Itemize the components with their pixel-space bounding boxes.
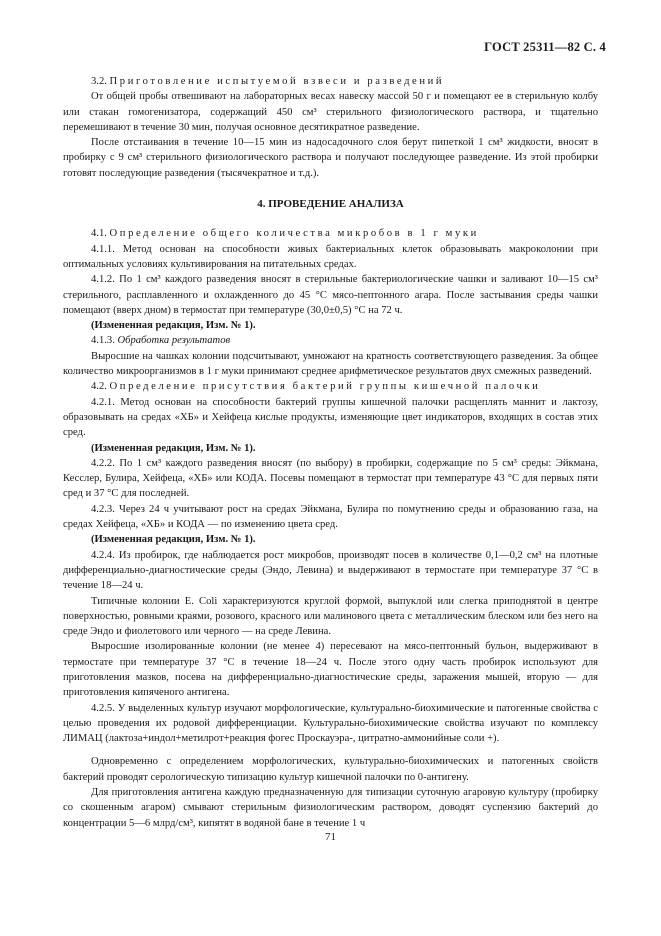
paragraph: От общей пробы отвешивают на лабораторных весах навеску массой 50 г и помещают ее в стерильную колбу или стакан гомогенизатора, содержащий 450 см³ стерильного физиологического раствора, и тщательно перемешивают в течение 30 мин, получая основное десятикратное разведение.	[63, 91, 598, 133]
page-number: 71	[325, 831, 336, 843]
paragraph: 4.2.2. По 1 см³ каждого разведения вносят (по выбору) в пробирки, содержащие по 5 см³ среды: Эйкмана, Кесслер, Булира, Хейфеца, «ХБ» или КОДА. Посевы помещают в термостат при температуре 43 °С для первых пяти сред и 37 °С для последней.	[63, 457, 598, 500]
paragraph: Для приготовления антигена каждую предназначенную для типизации суточную агаровую культуру (пробирку со скошенным агаром) смывают стерильным физиологическим раствором, доводят суспензию бактерий до концентрации 5—6 млрд/см³, кипятят в водяной бане в течение 1 ч	[63, 787, 598, 829]
clause-number: 4.1.	[91, 228, 110, 240]
page-header: ГОСТ 25311—82 С. 4	[484, 40, 606, 54]
paragraph: 4.1.1. Метод основан на способности живых бактериальных клеток образовывать макроколонии при оптимальных условиях культивирования на питательных средах.	[63, 243, 598, 270]
amendment-note: (Измененная редакция, Изм. № 1).	[91, 320, 256, 332]
paragraph: Типичные колонии E. Coli характеризуются круглой формой, выпуклой или слегка приподнятой в центре поверхностью, ровными краями, розового, красного или малинового цвета с металлическим блеском или без него на среде Эндо и фиолетового или черного — на среде Левина.	[63, 595, 598, 638]
paragraph: Выросшие изолированные колонии (не менее 4) пересевают на мясо-пептонный бульон, выдерживают в термостате при температуре 37 °С в течение 18—24 ч. После этого одну часть пробирок используют для приготовления мазков, посева на дифференциально-диагностические среды, заражения мышей, вторую — для приготовления кипяченого антигена.	[63, 641, 598, 699]
clause-3-2-heading	[63, 74, 598, 89]
paragraph: 4.1.2. По 1 см³ каждого разведения вносят в стерильные бактериологические чашки и заливают 10—15 см³ стерильного, расплавленного и охлажденного до 45 °С мясо-пептонного агара. После застывания среды чашки помещают (вверх дном) в термостат при температуре (30,0±0,5) °С на 72 ч.	[63, 274, 598, 316]
section-title: 4. ПРОВЕДЕНИЕ АНАЛИЗА	[257, 198, 404, 211]
clause-4-1-3-heading	[63, 333, 598, 348]
paragraph: 4.2.5. У выделенных культур изучают морфологические, культурально-биохимические и патогенные свойства с целью проведения их родовой дифференциации. Культурально-биохимические свойства изучают по комплексу ЛИМАЦ (лактоза+индол+метилрот+реакция фогес Проскауэра-, цитратно-аммонийные соли +).	[63, 702, 598, 745]
clause-title: Определение общего количества микробов в 1 г муки	[109, 228, 479, 240]
amendment-note: (Измененная редакция, Изм. № 1).	[91, 442, 256, 454]
clause-number: 4.1.3.	[91, 335, 118, 347]
clause-title: Обработка результатов	[117, 335, 231, 347]
clause-4-1-heading	[63, 226, 598, 241]
amendment-note: (Измененная редакция, Изм. № 1).	[91, 534, 256, 546]
paragraph: Одновременно с определением морфологических, культурально-биохимических и патогенных свойств бактерий проводят серологическую типизацию культур кишечной палочки по 0-антигену.	[63, 756, 598, 783]
clause-number: 3.2.	[91, 76, 110, 87]
document-body	[63, 74, 598, 831]
clause-title: Определение присутствия бактерий группы кишечной палочки	[109, 381, 541, 393]
clause-4-2-heading	[63, 379, 598, 394]
clause-title: Приготовление испытуемой взвеси и разведений	[109, 76, 445, 87]
paragraph: 4.2.1. Метод основан на способности бактерий группы кишечной палочки расщеплять маннит и лактозу, образовывать на средах «ХБ» и Хейфеца кислые продукты, изменяющие цвет индикаторов, входящих в состав этих сред.	[63, 396, 598, 439]
paragraph: После отстаивания в течение 10—15 мин из надосадочного слоя берут пипеткой 1 см³ жидкости, вносят в пробирку с 9 см³ стерильного физиологического раствора и получают последующее разведение. Из этой пробирки готовят последующие разведения (тысячекратное и т.д.).	[63, 137, 598, 179]
paragraph: 4.2.4. Из пробирок, где наблюдается рост микробов, производят посев в количестве 0,1—0,2 см³ на плотные дифференциально-диагностические среды (Эндо, Левина) и выдерживают в термостате при температуре 37 °С в течение 18—24 ч.	[63, 549, 598, 592]
clause-number: 4.2.	[91, 381, 110, 393]
paragraph: Выросшие на чашках колонии подсчитывают, умножают на кратность соответствующего разведения. За общее количество микроорганизмов в 1 г муки принимают среднее арифметическое результатов двух смежных разведений.	[63, 350, 598, 378]
spacer	[63, 746, 598, 754]
paragraph: 4.2.3. Через 24 ч учитывают рост на средах Эйкмана, Булира по помутнению среды и образованию газа, на средах Хейфеца, «ХБ» и КОДА — по изменению цвета сред.	[63, 503, 598, 531]
